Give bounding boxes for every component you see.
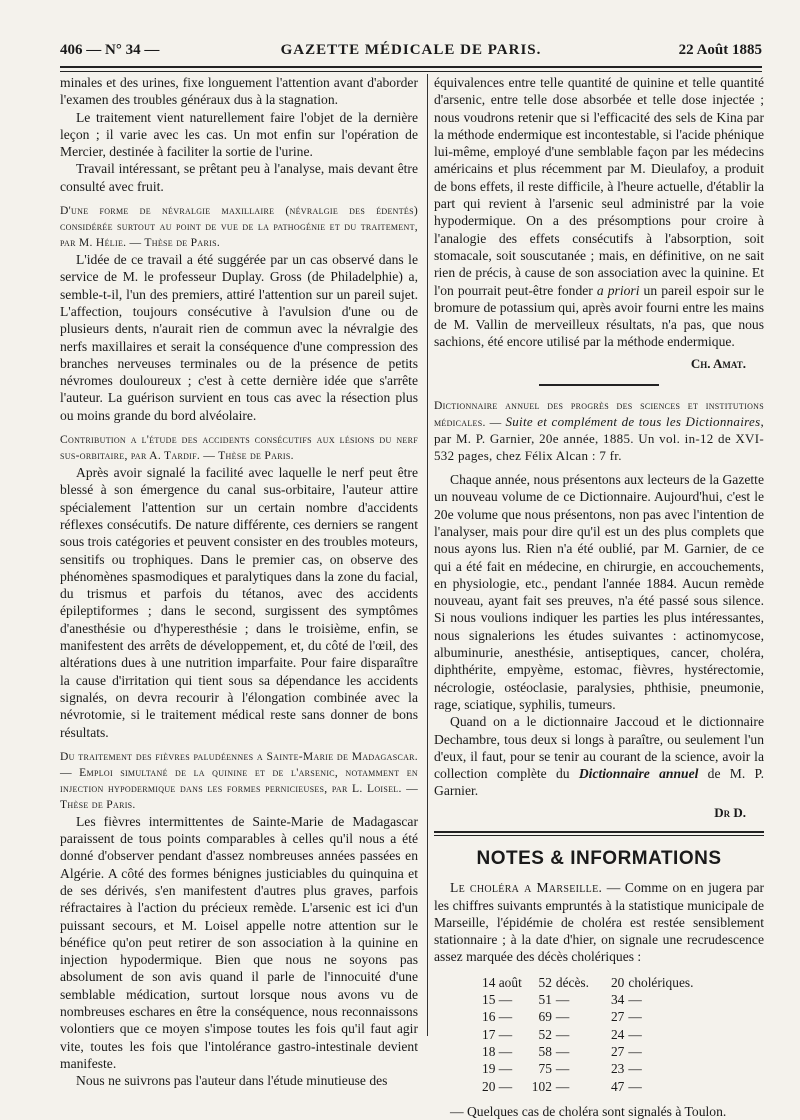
journal-title: GAZETTE MÉDICALE DE PARIS. — [280, 42, 542, 58]
column-divider — [427, 74, 428, 1036]
table-cell-chol: 27 — [610, 1009, 625, 1025]
table-cell-chol-label: — — [628, 1009, 642, 1025]
table-cell-deces-label: — — [555, 992, 570, 1008]
table-row — [482, 974, 703, 991]
table-cell-chol-label: — — [628, 992, 642, 1008]
paragraph: — Quelques cas de choléra sont signalés à Toulon. — [450, 1103, 727, 1119]
review-heading-dictionnaire — [434, 398, 764, 465]
table-cell-chol: 47 — [610, 1078, 625, 1094]
paragraph — [434, 74, 764, 351]
issue-date: 22 Août 1885 — [678, 42, 762, 58]
table-cell-deces: 52 — [538, 974, 552, 990]
cholera-table — [482, 974, 703, 1095]
text-run: — Comme on en jugera par les chiffres suivants empruntés à la statistique municipale de Marseille, l'épidémie de choléra est restée sensiblement stationnaire ; à la date d'hier, on signale une recrudescence assez marquée des décès cholériques : — [434, 880, 765, 965]
signature-amat: Ch. Amat. — [690, 355, 746, 371]
paragraph — [434, 713, 764, 799]
issue-number: — N° 34 — — [86, 42, 160, 58]
review-heading-tardif: Contribution a l'étude des accidents consécutifs aux lésions du nerf sus-orbitaire, par A. Tardif. — Thèse de Paris. — [60, 433, 418, 463]
section-rule-thick — [434, 831, 764, 833]
table-cell-day: 17 — — [482, 1026, 513, 1042]
emphasis: a priori — [596, 282, 640, 298]
table-cell-deces: 69 — [538, 1009, 552, 1025]
table-row — [482, 1078, 703, 1095]
table-cell-deces-label: — — [555, 1009, 570, 1025]
table-cell-chol-label: cholériques. — [628, 974, 694, 990]
table-cell-deces: 75 — [538, 1061, 552, 1077]
table-cell-deces-label: — — [555, 1043, 570, 1059]
table-cell-chol: 20 — [610, 974, 625, 990]
paragraph: minales et des urines, fixe longuement l'attention avant d'aborder l'examen des troubles généraux dus à la stagnation. — [60, 75, 418, 108]
paragraph: L'idée de ce travail a été suggérée par un cas observé dans le service de M. le professeur Duplay. Gross (de Philadelphie) a, semble-t-il, l'un des premiers, attiré l'attention sur un pareil sujet. L'affection, toujours consécutive à l'avulsion d'une ou de plusieurs dents, n'aurait rien de commun avec la névralgie des nerfs maxillaires et serait la conséquence d'une compression des branches nerveuses terminales ou de la présence de petits névromes douloureux ; c'est à cette dernière idée que s'arrête l'auteur. La guérison survient en tous cas avec la résection plus ou moins grande du bord alvéolaire. — [60, 252, 418, 423]
table-cell-chol-label: — — [628, 1026, 642, 1042]
text-run: équivalences entre telle quantité de quinine et telle quantité d'arsenic, entre telle dose absorbée et telle dose injectée ; nous voudrons retenir que si l'efficacité des sels de Kina par la méthode endermique est incontestable, si l'acide phénique lui-même, employé d'une semblable façon par les médecins américains et plus récemment par M. Dieulafoy, a produit de bons effets, il reste difficile, à l'heure actuelle, d'établir la part qui revient à l'arsenic seul administré par la voie hypodermique. On a des présomptions pour croire à l'analogie des effets consécutifs à l'absorption, soit stomacale, soit souscutanée ; mais, en définitive, on ne sait rien de précis, à cause de son association avec la quinine. Et l'on pourrait peut-être fonder — [434, 75, 764, 298]
table-cell-deces: 58 — [538, 1043, 552, 1059]
section-rule-thin — [434, 835, 764, 836]
table-cell-deces-label: décès. — [555, 974, 589, 990]
text-run: , par M. P. Garnier, 20e année, 1885. Un vol. in-12 de XVI-532 pages, chez Félix Alcan : 7 fr. — [434, 414, 765, 464]
table-cell-chol: 27 — [610, 1043, 625, 1059]
table-cell-chol-label: — — [628, 1043, 642, 1059]
paragraph — [434, 879, 764, 965]
table-cell-day: 16 — — [482, 1009, 513, 1025]
table-row — [482, 1026, 703, 1043]
table-cell-day: 15 — — [482, 992, 513, 1008]
paragraph: Nous ne suivrons pas l'auteur dans l'étude minutieuse des — [76, 1073, 388, 1089]
table-cell-day: 18 — — [482, 1043, 513, 1059]
left-column — [60, 74, 418, 1090]
header-rule — [60, 66, 762, 68]
page-number: 406 — [60, 42, 83, 58]
page-header — [60, 40, 762, 64]
text-run: un pareil espoir sur le bromure de potassium qui, après avoir fourni entre les mains de M. Vallin de merveilleux résultats, n'a pas, que nous sachions, été encore utilisé par la méthode endermique. — [434, 282, 764, 350]
table-cell-day: 14 août — [482, 974, 522, 990]
emphasis: Dictionnaire annuel — [578, 766, 699, 782]
review-heading-helie: D'une forme de névralgie maxillaire (névralgie des édentés) considérée surtout au point de vue de la pathogénie et du traitement, par M. Hélie. — Thèse de Paris. — [60, 204, 418, 250]
table-cell-deces-label: — — [555, 1078, 570, 1094]
table-cell-day: 20 — — [482, 1078, 513, 1094]
table-row — [482, 991, 703, 1008]
header-rule-thin — [60, 71, 762, 72]
notes-heading: Le choléra a Marseille. — [450, 880, 603, 896]
review-heading-loisel: Du traitement des fièvres paludéennes a Sainte-Marie de Madagascar. — Emploi simultané de la quinine et de l'arsenic, notamment en injection hypodermique dans les formes pernicieuses, par L. Loisel. — Thèse de Paris. — [60, 749, 418, 811]
section-rule — [539, 384, 659, 386]
paragraph: Chaque année, nous présentons aux lecteurs de la Gazette un nouveau volume de ce Dictionnaire. Aujourd'hui, c'est le 20e volume que nous présentons, non pas avec l'intention de l'analyser, mais pour dire qu'il est un des plus complets que nous ayons lus. Rien n'a été oublié, par M. Garnier, de ce qui a été fait en médecine, en chirurgie, en accouchements, en physiologie, etc., pendant l'année 1884. Aucun remède nouveau, ayant fait ses preuves, n'a été passé sous silence. Si nous voulions indiquer les parties les plus intéressantes, nous signalerions les études suivantes : actinomycose, albuminurie, anesthésie, antiseptiques, cancer, choléra, diphthérite, empyème, estomac, fièvres, hystérectomie, nécrologie, ostéoclasie, paralysies, phthisie, pneumonie, rage, sciatique, syphilis, tumeurs. — [434, 472, 764, 712]
table-cell-chol-label: — — [628, 1061, 642, 1077]
table-cell-chol: 23 — [610, 1061, 625, 1077]
table-row — [482, 1060, 703, 1077]
table-cell-deces-label: — — [555, 1026, 570, 1042]
table-cell-chol: 34 — [610, 992, 625, 1008]
text-run: Quand on a le dictionnaire Jaccoud et le dictionnaire Dechambre, tous deux si longs à paraître, ou seulement l'un d'eux, il faut, pour se tenir au courant de la science, avoir la collection complète du — [434, 714, 764, 782]
table-cell-deces: 52 — [538, 1026, 552, 1042]
table-cell-deces: 102 — [531, 1078, 552, 1094]
text-run: de M. P. Garnier. — [434, 766, 764, 799]
table-cell-chol-label: — — [628, 1078, 642, 1094]
paragraph: Travail intéressant, se prêtant peu à l'analyse, mais devant être consulté avec fruit. — [60, 161, 418, 194]
table-cell-day: 19 — — [482, 1061, 513, 1077]
table-row — [482, 1008, 703, 1025]
paragraph: Après avoir signalé la facilité avec laquelle le nerf peut être blessé à son émergence du canal sus-orbitaire, l'auteur attire spécialement l'attention sur un certain nombre d'accidents réflexes consécutifs. De nature différente, ces derniers se rangent sous trois catégories et peuvent consister en des troubles moteurs, sensitifs ou trophiques. Dans le premier cas, on observe des phénomènes spasmodiques et paralytiques dans la zone du facial, du trismus et parfois du tétanos, avec des accidents épileptiformes ; dans le second, surgissent des symptômes d'anesthésie ou d'hyperesthésie ; dans le troisième, enfin, se manifestent des arrêts de développement, et, du côté de l'œil, des altérations dues à une nutrition imparfaite. Pour faire disparaître la cause d'irritation qui tient sous sa dépendance les accidents signalés, on devra recourir à l'élongation combinée avec la névrotomie, si le traitement médical reste sans donner de bons résultats. — [60, 465, 418, 740]
emphasis: Suite et complément de tous les Dictionnaires — [505, 414, 761, 430]
right-column — [434, 74, 764, 1120]
paragraph: Les fièvres intermittentes de Sainte-Marie de Madagascar paraissent de tous points comparables à celles qu'il nous a été donné d'observer pendant d'assez nombreuses années passées en Algérie. A côté des formes bénignes justiciables du quinquina et de ses dérivés, s'en manifestent d'autres plus graves, parfois réfractaires à l'action du précieux remède. L'arsenic est ici d'un puissant secours, et M. Loisel appelle notre attention sur le bénéfice qu'on peut retirer de son association à la quinine en injection hypodermique. Bien que nous ne soyons pas absolument de son avis quand il parle de l'innocuité d'une semblable médication, surtout lorsque nous avons vu de nombreuses eschares en être la conséquence, nous reconnaissons volontiers que ce moyen s'impose toutes les fois qu'il faut agir vite, toutes les fois que l'intolérance gastro-intestinale devient manifeste. — [60, 813, 418, 1071]
notes-title: NOTES & INFORMATIONS — [476, 847, 722, 869]
text-run: Dictionnaire annuel des progrès des sciences et institutions médicales. — — [434, 399, 764, 430]
table-cell-chol: 24 — [610, 1026, 625, 1042]
paragraph: Le traitement vient naturellement faire l'objet de la dernière leçon ; il varie avec les cas. Un mot enfin sur l'opération de Mercier, destinée à faciliter la sortie de l'urine. — [60, 109, 418, 160]
table-cell-deces-label: — — [555, 1061, 570, 1077]
signature-dd: Dr D. — [714, 804, 746, 820]
table-row — [482, 1043, 703, 1060]
table-cell-deces: 51 — [538, 992, 552, 1008]
